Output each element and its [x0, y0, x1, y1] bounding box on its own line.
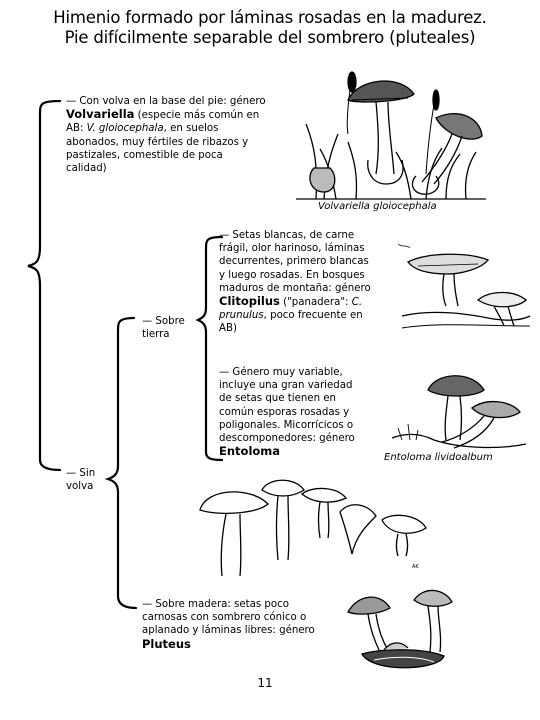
- entoloma-description: [219, 366, 379, 459]
- entoloma-line-1: — Género muy variable,: [219, 367, 343, 378]
- genus-entoloma: Entoloma: [219, 444, 281, 459]
- pluteus-line-2: carnosas con sombrero cónico o: [142, 612, 307, 624]
- clitopilus-species-b: prunulus: [219, 310, 264, 322]
- sin-volva-line-2: volva: [66, 481, 94, 493]
- volvariella-caption: Volvariella gloiocephala: [318, 201, 437, 212]
- clitopilus-line-1: — Setas blancas, de carne: [219, 230, 355, 241]
- sobre-tierra-line-2: tierra: [142, 329, 170, 341]
- svg-text:AK: AK: [412, 564, 419, 570]
- genus-volvariella: Volvariella: [66, 107, 135, 122]
- clitopilus-illustration: [398, 234, 532, 334]
- clitopilus-line-4: y luego rosadas. En bosques: [219, 269, 365, 281]
- main-bracket: [28, 101, 60, 470]
- pluteus-line-4: [142, 638, 342, 652]
- volvariella-illustration: [296, 64, 486, 204]
- clitopilus-line-8: AB): [219, 323, 237, 335]
- entoloma-caption: Entoloma lividoalbum: [384, 452, 493, 463]
- title-line-1: Himenio formado por láminas rosadas en la madurez.: [53, 8, 487, 27]
- volvariella-line-5: pastizales, comestible de poca: [66, 149, 223, 161]
- volvariella-description: [66, 95, 306, 175]
- genus-pluteus: Pluteus: [142, 636, 191, 651]
- volvariella-line-1: — Con volva en la base del pie: género: [66, 96, 266, 107]
- pluteus-line-1: — Sobre madera: setas poco: [142, 599, 289, 610]
- sobre-tierra-label: [142, 315, 212, 341]
- volvariella-line-3: [66, 122, 306, 135]
- sobre-tierra-line-1: — Sobre: [142, 316, 185, 327]
- sin-volva-bracket: [108, 318, 136, 608]
- clitopilus-suffix: , poco frecuente en: [263, 310, 363, 322]
- genus-clitopilus: Clitopilus: [219, 294, 280, 309]
- volvariella-line-2: [66, 108, 306, 122]
- entoloma-line-6: descomponedores: género: [219, 433, 355, 445]
- entoloma-line-3: de setas que tienen en: [219, 393, 336, 405]
- clitopilus-line-3: decurrentes, primero blancas: [219, 256, 369, 268]
- volvariella-line-6: calidad): [66, 163, 107, 175]
- entoloma-line-7: [219, 445, 379, 459]
- title-line-2: Pie difícilmente separable del sombrero (pluteales): [64, 28, 476, 47]
- clitopilus-common-name: ("panadera":: [279, 297, 352, 309]
- entoloma-line-4: común esporas rosadas y: [219, 406, 350, 418]
- clitopilus-line-7: [219, 309, 389, 322]
- clitopilus-species-a: C.: [351, 297, 363, 309]
- pluteus-illustration: [344, 578, 456, 676]
- pluteus-line-3: aplanado y láminas libres: género: [142, 625, 315, 637]
- entoloma-illustration: [388, 368, 528, 452]
- clitopilus-line-2: frágil, olor harinoso, láminas: [219, 243, 365, 255]
- volvariella-suffix: , en suelos: [163, 123, 219, 135]
- pluteus-description: [142, 598, 342, 652]
- volvariella-line-4: abonados, muy fértiles de ribazos y: [66, 136, 249, 148]
- clitopilus-description: [219, 229, 389, 336]
- entoloma-forms-illustration: [196, 470, 428, 580]
- volvariella-species: V. gloiocephala: [86, 123, 164, 135]
- volvariella-note: (especie más común en: [134, 110, 260, 122]
- page-number: 11: [257, 676, 273, 690]
- clitopilus-line-6: [219, 295, 389, 309]
- sin-volva-label: [66, 467, 126, 493]
- clitopilus-line-5: maduros de montaña: género: [219, 282, 371, 294]
- sin-volva-line-1: — Sin: [66, 468, 96, 479]
- entoloma-line-5: poligonales. Micorrícicos o: [219, 419, 354, 431]
- volvariella-prefix: AB:: [66, 123, 87, 135]
- entoloma-line-2: incluye una gran variedad: [219, 380, 353, 392]
